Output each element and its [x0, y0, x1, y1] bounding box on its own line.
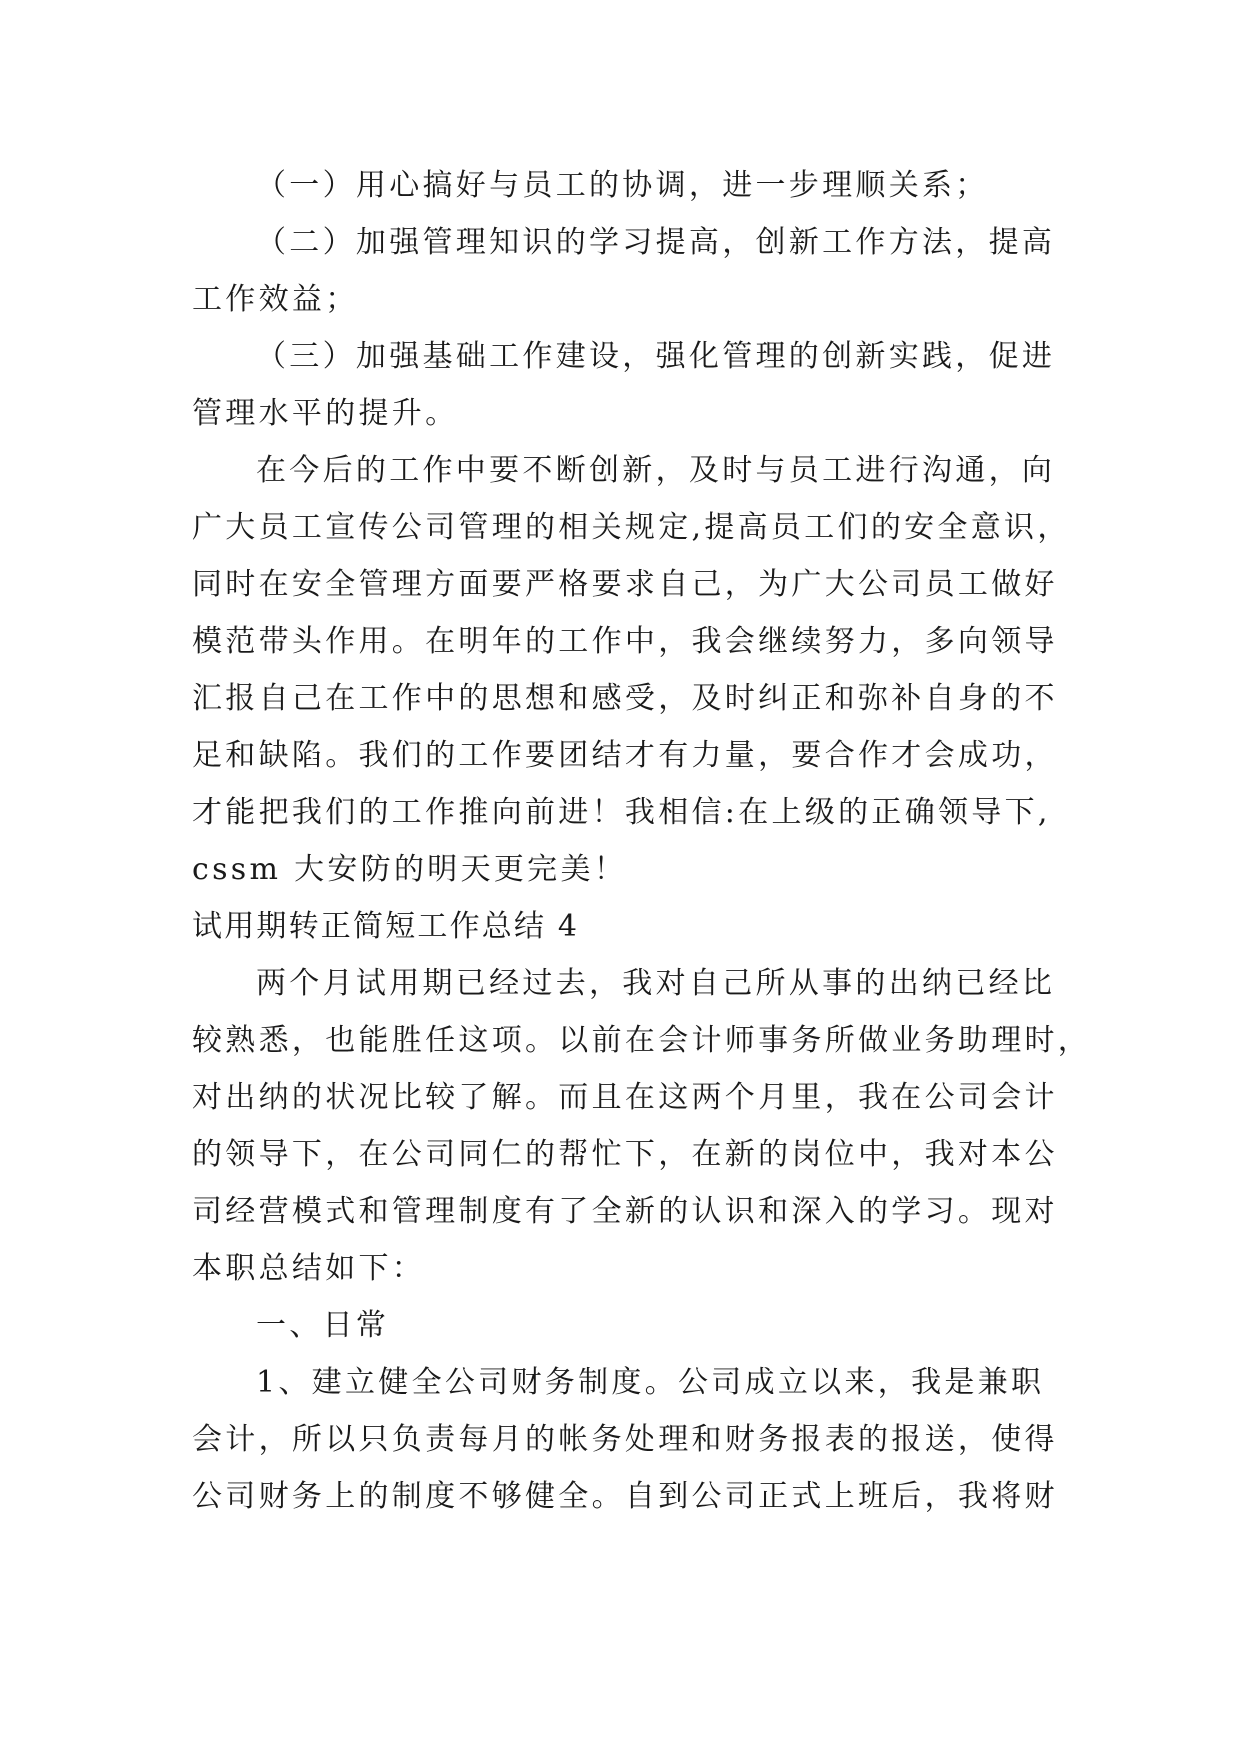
paragraph-line: 汇报自己在工作中的思想和感受，及时纠正和弥补自身的不 [192, 681, 1058, 716]
paragraph-line: 管理水平的提升。 [192, 396, 459, 431]
paragraph-line: 本职总结如下： [192, 1251, 426, 1286]
paragraph-line: 对出纳的状况比较了解。而且在这两个月里，我在公司会计 [192, 1080, 1058, 1115]
paragraph-line: 司经营模式和管理制度有了全新的认识和深入的学习。现对 [192, 1194, 1058, 1229]
paragraph-line: 同时在安全管理方面要严格要求自己，为广大公司员工做好 [192, 567, 1058, 602]
paragraph-line: 工作效益； [192, 282, 359, 317]
paragraph-line: 广大员工宣传公司管理的相关规定,提高员工们的安全意识， [192, 510, 1071, 545]
document-body [192, 157, 1092, 1525]
paragraph-line: （三）加强基础工作建设，强化管理的创新实践，促进 [256, 339, 1056, 374]
paragraph-line: 两个月试用期已经过去，我对自己所从事的出纳已经比 [256, 966, 1056, 1001]
paragraph-line: 足和缺陷。我们的工作要团结才有力量，要合作才会成功， [192, 738, 1058, 773]
subheading-line: 一、日常 [256, 1308, 390, 1343]
paragraph-line: cssm 大安防的明天更完美！ [192, 852, 628, 887]
paragraph-line: 较熟悉，也能胜任这项。以前在会计师事务所做业务助理时， [192, 1023, 1092, 1058]
paragraph-line: 会计，所以只负责每月的帐务处理和财务报表的报送，使得 [192, 1422, 1058, 1457]
paragraph-line: 公司财务上的制度不够健全。自到公司正式上班后，我将财 [192, 1479, 1058, 1514]
paragraph-line: 1、建立健全公司财务制度。公司成立以来，我是兼职 [256, 1365, 1045, 1400]
paragraph-line: 模范带头作用。在明年的工作中，我会继续努力，多向领导 [192, 624, 1058, 659]
paragraph-line: 的领导下，在公司同仁的帮忙下，在新的岗位中，我对本公 [192, 1137, 1058, 1172]
paragraph-line: （一）用心搞好与员工的协调，进一步理顺关系； [256, 168, 989, 203]
paragraph-line: （二）加强管理知识的学习提高，创新工作方法，提高 [256, 225, 1056, 260]
paragraph-line: 才能把我们的工作推向前进！我相信:在上级的正确领导下, [192, 795, 1051, 830]
paragraph-line: 在今后的工作中要不断创新，及时与员工进行沟通，向 [256, 453, 1056, 488]
section-heading: 试用期转正简短工作总结 4 [192, 909, 580, 944]
